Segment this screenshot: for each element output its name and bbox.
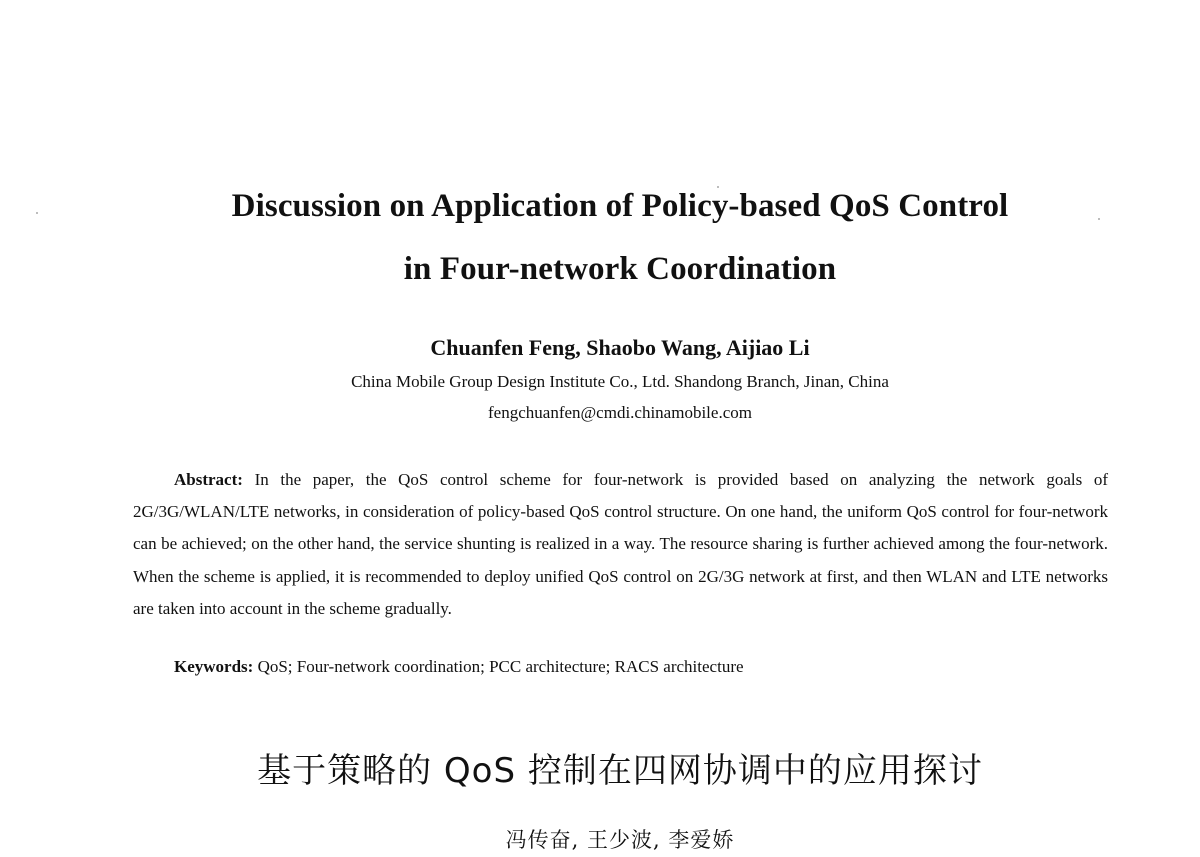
keywords-line	[174, 655, 744, 679]
scan-speck	[1098, 218, 1100, 220]
abstract-text: In the paper, the QoS control scheme for four-network is provided based on analyzing the network goals of 2G/3G/WLAN/LTE networks, in consideration of policy-based QoS control structure. On one hand, the uniform QoS control for four-network can be achieved; on the other hand, the service shunting is realized in a way. The resource sharing is further achieved among the four-network. When the scheme is applied, it is recommended to deploy unified QoS control on 2G/3G network at first, and then WLAN and LTE networks are taken into account in the scheme gradually.	[133, 470, 1108, 618]
english-authors: Chuanfen Feng, Shaobo Wang, Aijiao Li	[430, 335, 810, 360]
chinese-title: 基于策略的 QoS 控制在四网协调中的应用探讨	[257, 751, 983, 791]
scan-speck	[717, 186, 719, 188]
keywords-label: Keywords:	[174, 657, 254, 676]
scan-speck	[36, 212, 38, 214]
abstract-label: Abstract:	[174, 470, 243, 489]
author-email: fengchuanfen@cmdi.chinamobile.com	[488, 403, 752, 422]
english-title-line-1: Discussion on Application of Policy-based QoS Control	[231, 188, 1009, 224]
keywords-text: QoS; Four-network coordination; PCC architecture; RACS architecture	[257, 657, 744, 676]
english-title-line-2: in Four-network Coordination	[403, 251, 837, 287]
affiliation: China Mobile Group Design Institute Co., Ltd. Shandong Branch, Jinan, China	[351, 372, 889, 391]
chinese-authors: 冯传奋, 王少波, 李爱娇	[505, 828, 735, 852]
abstract-paragraph	[133, 464, 1108, 625]
